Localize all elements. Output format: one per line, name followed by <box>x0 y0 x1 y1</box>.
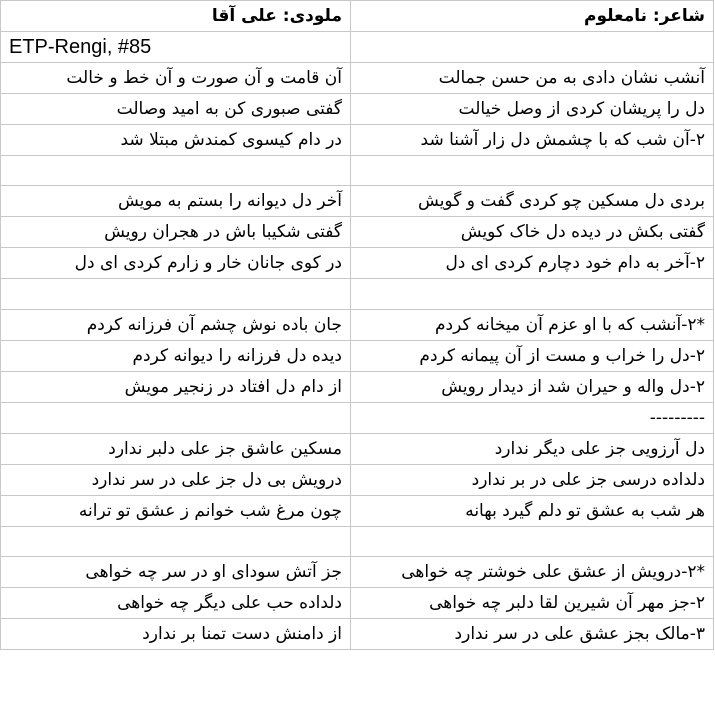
composer-cell[interactable]: ملودی: علی آقا <box>1 1 351 32</box>
verse-cell-left[interactable]: از دام دل افتاد در زنجیر مویش <box>1 371 351 402</box>
lyrics-sheet-body <box>1 1 714 650</box>
verse-row <box>1 186 714 217</box>
verse-cell-right[interactable]: هر شب به عشق تو دلم گیرد بهانه <box>351 495 714 526</box>
verse-cell-left[interactable]: چون مرغ شب خوانم ز عشق تو ترانه <box>1 495 351 526</box>
verse-cell-right[interactable]: ۳-مالک بجز عشق علی در سر ندارد <box>351 619 714 650</box>
verse-cell-right[interactable]: بردی دل مسکین چو کردی گفت و گویش <box>351 186 714 217</box>
verse-cell-left[interactable] <box>1 156 351 186</box>
verse-row <box>1 371 714 402</box>
verse-cell-right[interactable]: ۲-دل واله و حیران شد از دیدار رویش <box>351 371 714 402</box>
verse-cell-left[interactable] <box>1 402 351 433</box>
verse-cell-left[interactable]: جان باده نوش چشم آن فرزانه کردم <box>1 309 351 340</box>
verse-cell-left[interactable]: مسکین عاشق جز علی دلبر ندارد <box>1 433 351 464</box>
verse-cell-right[interactable]: دل آرزویی جز علی دیگر ندارد <box>351 433 714 464</box>
reference-row <box>1 32 714 63</box>
verse-cell-left[interactable]: دلداده حب علی دیگر چه خواهی <box>1 588 351 619</box>
verse-row <box>1 63 714 94</box>
verse-cell-right[interactable]: ۲-جز مهر آن شیرین لقا دلبر چه خواهی <box>351 588 714 619</box>
verse-cell-left[interactable]: گفتی صبوری کن به امید وصالت <box>1 94 351 125</box>
verse-cell-left[interactable] <box>1 279 351 309</box>
verse-cell-left[interactable]: دیده دل فرزانه را دیوانه کردم <box>1 340 351 371</box>
verse-row <box>1 94 714 125</box>
verse-cell-left[interactable]: در دام کیسوی کمندش مبتلا شد <box>1 125 351 156</box>
verse-row <box>1 309 714 340</box>
verse-row <box>1 125 714 156</box>
verse-row <box>1 248 714 279</box>
verse-cell-right[interactable]: گفتی بکش در دیده دل خاک کویش <box>351 217 714 248</box>
verse-cell-right[interactable]: --------- <box>351 402 714 433</box>
verse-cell-right[interactable]: دلداده درسی جز علی در بر ندارد <box>351 464 714 495</box>
reference-cell[interactable]: ETP-Rengi, #85 <box>1 32 351 63</box>
verse-row <box>1 495 714 526</box>
verse-row <box>1 217 714 248</box>
verse-cell-left[interactable]: جز آتش سودای او در سر چه خواهی <box>1 557 351 588</box>
verse-cell-right[interactable]: *۲-آنشب که با او عزم آن میخانه کردم <box>351 309 714 340</box>
verse-row <box>1 433 714 464</box>
verse-cell-left[interactable] <box>1 526 351 556</box>
verse-cell-right[interactable] <box>351 156 714 186</box>
verse-row <box>1 557 714 588</box>
verse-cell-right[interactable] <box>351 279 714 309</box>
header-row <box>1 1 714 32</box>
verse-row <box>1 526 714 556</box>
verse-cell-left[interactable]: درویش بی دل جز علی در سر ندارد <box>1 464 351 495</box>
verse-cell-left[interactable]: آن قامت و آن صورت و آن خط و خالت <box>1 63 351 94</box>
verse-row <box>1 402 714 433</box>
verse-row <box>1 279 714 309</box>
verse-cell-left[interactable]: از دامنش دست تمنا بر ندارد <box>1 619 351 650</box>
empty-cell[interactable] <box>351 32 714 63</box>
verse-row <box>1 619 714 650</box>
verse-cell-right[interactable] <box>351 526 714 556</box>
verse-cell-right[interactable]: دل را پریشان کردی از وصل خیالت <box>351 94 714 125</box>
verse-cell-right[interactable]: ۲-دل را خراب و مست از آن پیمانه کردم <box>351 340 714 371</box>
poet-cell[interactable]: شاعر: نامعلوم <box>351 1 714 32</box>
verse-cell-left[interactable]: گفتی شکیبا باش در هجران رویش <box>1 217 351 248</box>
verse-cell-right[interactable]: *۲-درویش از عشق علی خوشتر چه خواهی <box>351 557 714 588</box>
verse-cell-right[interactable]: ۲-آن شب که با چشمش دل زار آشنا شد <box>351 125 714 156</box>
verse-row <box>1 588 714 619</box>
verse-row <box>1 340 714 371</box>
verse-cell-right[interactable]: ۲-آخر به دام خود دچارم کردی ای دل <box>351 248 714 279</box>
verse-cell-right[interactable]: آنشب نشان دادی به من حسن جمالت <box>351 63 714 94</box>
verse-row <box>1 464 714 495</box>
verse-row <box>1 156 714 186</box>
verse-cell-left[interactable]: در کوی جانان خار و زارم کردی ای دل <box>1 248 351 279</box>
verse-cell-left[interactable]: آخر دل دیوانه را بستم به مویش <box>1 186 351 217</box>
